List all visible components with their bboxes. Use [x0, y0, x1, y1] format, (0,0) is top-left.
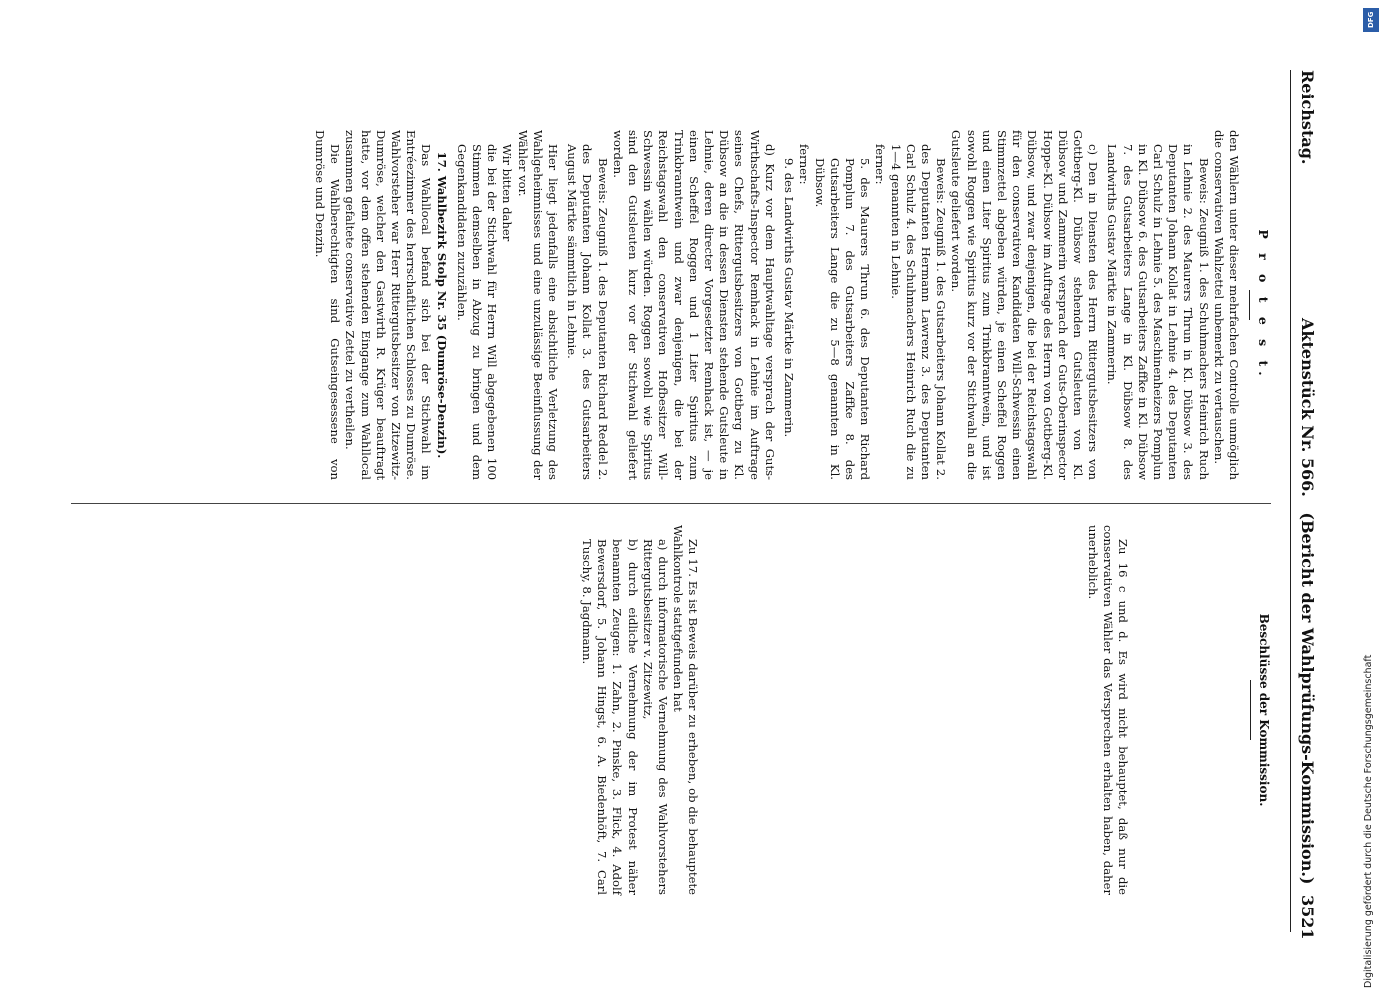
paragraph: Das Wahllocal befand sich bei der Stichwahl im Entréezimmer des herrschaftlichen Schlosses zu Dumröse. Wahlvorsteher war Herr Rittergutsbesitzer von Zitzewitz-Dumröse, welcher den Gastwirth R. Krüger beauftragt hatte, vor dem offen stehenden Eingange zum Wahllocal zusammen gefaltete conservative Zettel zu vertheilen. [343, 130, 434, 480]
section-heading: 17. Wahlbezirk Stolp Nr. 35 (Dumröse-Denzin). [434, 151, 449, 459]
paragraph: den Wählern unter dieser mehrfachen Controlle unmöglich die conservativen Wahlzettel unbemerkt zu vertauschen. [1211, 130, 1241, 480]
heading-rule [1250, 680, 1251, 740]
evidence-list: Beweis: Zeugniß 1. des Deputanten Richard Reddel 2. des Deputanten Johann Kollat 3. des Gutsarbeiters August Märtke sämmtlich in Lehnie. [565, 144, 610, 480]
resolution-17-a: a) durch informatorische Vernehmung des Wahlvorstehers Rittergutsbesitzer v. Zitzewitz, [640, 539, 670, 895]
funding-note: Digitalisierung gefördert durch die Deutsche Forschungsgemeinschaft [1363, 654, 1374, 988]
paragraph: Hier liegt jedenfalls eine absichtliche Verletzung des Wahlgeheimnisses und eine unzulässige Beeinflussung der Wähler vor. [515, 130, 561, 480]
header-left: Reichstag. [1298, 70, 1317, 165]
paragraph-c: c) Den in Diensten des Herrn Rittergutsbesitzers von Gottberg-Kl. Dübsow stehenden Gutsleuten von Kl. Dübsow und Zammerin versprach der Guts-Oberinspector Hoppe-Kl. Dübsow im Auftrage des Herrn von Gottberg-Kl. Dübsow, und zwar denjenigen, die bei der Reichstagswahl für den conservativen Kandidaten Will-Schwessin einen Stimmzettel abgeben würden, je einen Scheffel Roggen und einen Liter Spiritus zum Trinkbranntwein, und ist sowohl Roggen wie Spiritus kurz vor der Stichwahl an die Gutsleute geliefert worden. [949, 130, 1101, 480]
evidence-list: 5. des Maurers Thrun 6. des Deputanten Richard Pomplun 7. des Gutsarbeiters Zaffke 8. des Gutsarbeiters Lange die zu 5—8 genannten in Kl. Dübsow. [812, 158, 873, 480]
header-center [1298, 318, 1317, 884]
document-subtitle: (Bericht der Wahlprüfungs-Kommission.) [1298, 512, 1317, 885]
evidence-list: Beweis: Zeugniß 1. des Gutsarbeiters Johann Kollat 2. des Deputanten Hermann Lawrenz 3. des Deputanten Carl Schulz 4. des Schuhmachers Heinrich Ruch die zu 1—4 genannten in Lehnie. [888, 144, 949, 480]
paragraph-ferner: ferner: [873, 144, 888, 185]
resolution-16: Zu 16 c und d. Es wird nicht behauptet, daß nur die conservativen Wähler das Versprechen erhalten haben, daher unerheblich. [1085, 525, 1130, 895]
resolution-17: Zu 17. Es ist Beweis darüber zu erheben, ob die behauptete Wahlkontrole stattgefunden hat [671, 525, 701, 895]
paragraph: Wir bitten daher [500, 144, 515, 242]
resolution-17-b: b) durch eidliche Vernehmung der im Protest näher benannten Zeugen: 1. Zahn, 2. Pinske, 3. Flick, 4. Adolf Bewersdorf, 5. Johann Hingst, 6. A. Biedenhöft, 7. Carl Tuschy, 8. Jagdmann. [579, 539, 640, 895]
resolutions-column [579, 525, 1271, 895]
heading-rule [1249, 290, 1250, 320]
dfg-logo: DFG [1363, 8, 1379, 32]
protest-heading: P r o t e s t. [1256, 229, 1271, 381]
evidence-list: Beweis: Zeugniß 1. des Schuhmachers Heinrich Ruch in Lehnie 2. des Maurers Thrun in Kl. Dübsow 3. des Deputanten Johann Kollat in Lehnie 4. des Deputanten Carl Schulz in Lehnie 5. des Maschinenheizers Pomplun in Kl. Dübsow 6. des Gutsarbeiters Zaffke in Kl. Dübsow 7. des Gutsarbeiters Lange in Kl. Dübsow 8. des Landwirths Gustav Märtke in Zammerin. [1105, 144, 1211, 480]
protest-column [312, 130, 1271, 480]
evidence-list: 9. des Landwirths Gustav Märtke in Zammerin. [782, 158, 797, 438]
paragraph-d: d) Kurz vor dem Hauptwahltage versprach der Guts-Wirthschafts-Inspector Remhack in Lehnie im Auftrage seines Chefs, Rittergutsbesitzers von Gottberg zu Kl. Dübsow an die in dessen Diensten stehende Gutsleute in Lehnie, deren directer Vorgesetzter Remhack ist, — je einen Scheffel Roggen und 1 Liter Spiritus zum Trinkbranntwein und zwar denjenigen, die bei der Reichstagswahl den conservativen Hofbesitzer Will-Schwessin wählen würden. Roggen sowohl wie Spiritus sind den Gutsleuten kurz vor der Stichwahl geliefert worden. [610, 130, 777, 480]
page-number: 3521 [1298, 895, 1317, 940]
column-divider [71, 503, 1271, 504]
paragraph-ferner: ferner: [797, 144, 812, 185]
request: die bei der Stichwahl für Herrn Will abgegebenen 100 Stimmen demselben in Abzug zu bringen und dem Gegenkandidaten zuzuzählen. [454, 144, 500, 480]
header-rule [1290, 70, 1291, 932]
paragraph: Die Wahlberechtigten sind Gutseingesessene von Dumröse und Denzin. [313, 130, 343, 480]
resolutions-heading: Beschlüsse der Kommission. [1257, 613, 1271, 807]
document-number: Aktenstück Nr. 566. [1298, 318, 1317, 497]
